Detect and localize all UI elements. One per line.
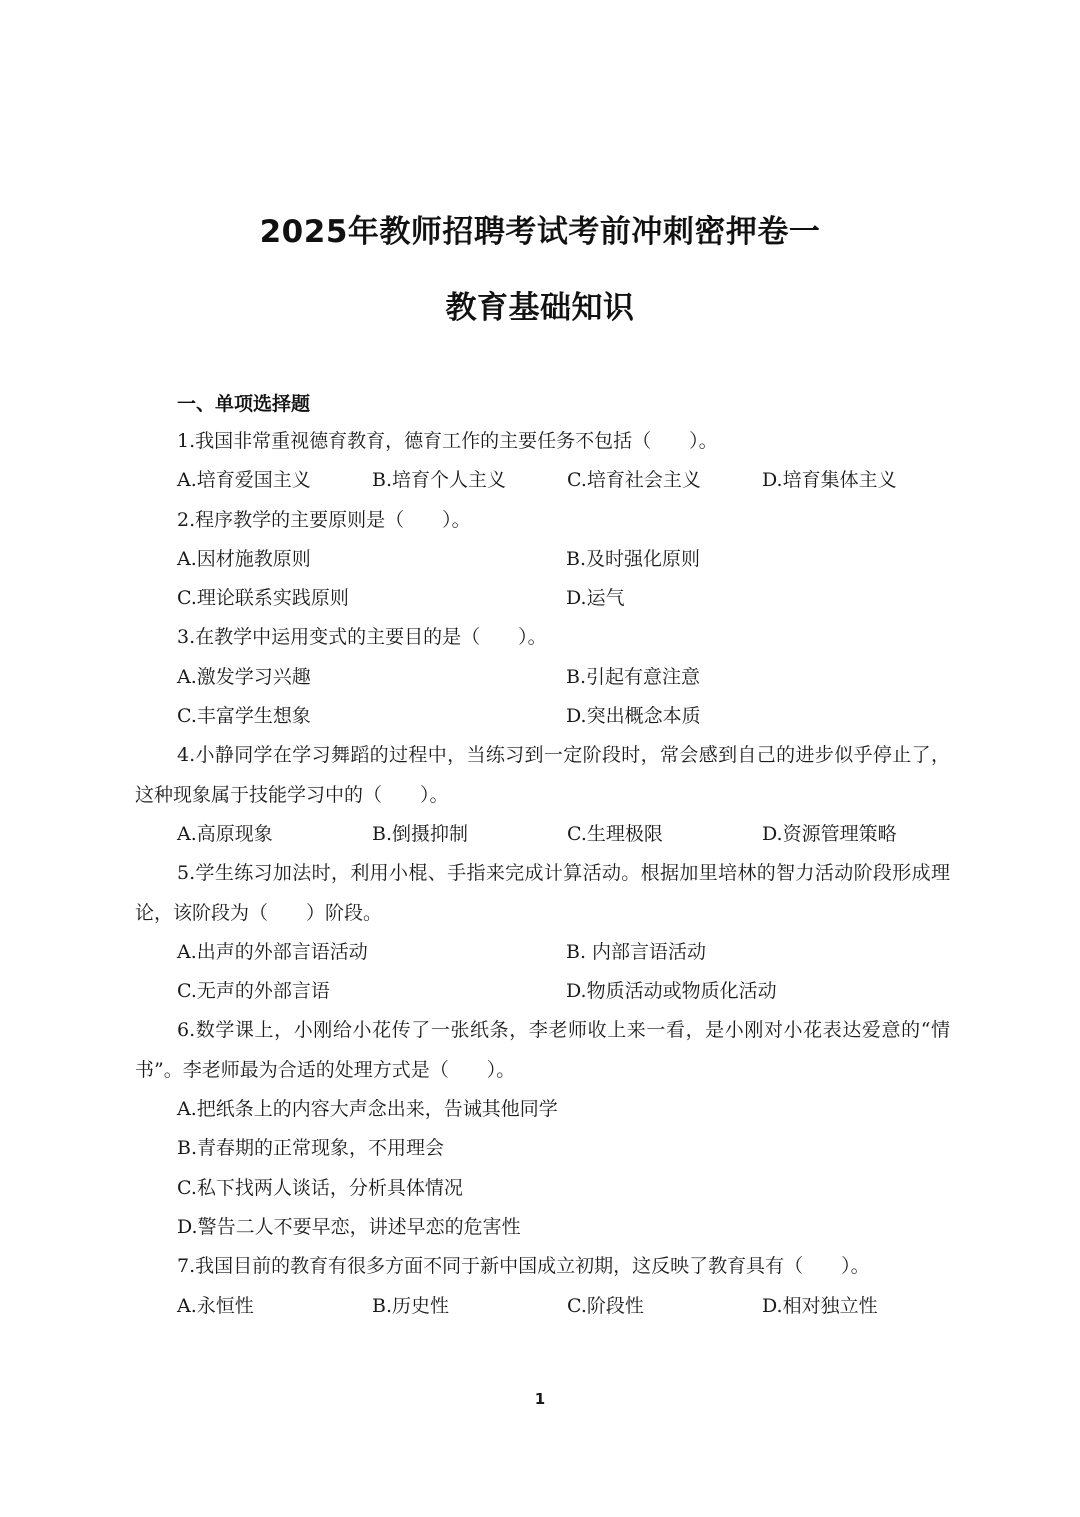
option-b: B.历史性 [372, 1294, 450, 1317]
question-stem: 1.我国非常重视德育教育，德育工作的主要任务不包括（ ）。 [177, 430, 718, 452]
option-b: B.及时强化原则 [566, 547, 701, 570]
option-b: B.青春期的正常现象，不用理会 [177, 1137, 445, 1160]
option-c: C.私下找两人谈话，分析具体情况 [177, 1176, 463, 1199]
question-stem: 4.小静同学在学习舞蹈的过程中，当练习到一定阶段时，常会感到自己的进步似乎停止了，这种现象属于技能学习中的（ ）。 [135, 744, 950, 806]
question-stem: 7.我国目前的教育有很多方面不同于新中国成立初期，这反映了教育具有（ ）。 [177, 1255, 870, 1278]
option-d: D.资源管理策略 [762, 822, 897, 845]
option-d: D.培育集体主义 [762, 469, 897, 492]
section-heading: 一、单项选择题 [177, 393, 311, 415]
question-5 [135, 854, 950, 1011]
option-c: C.生理极限 [567, 822, 663, 845]
option-b: B.倒摄抑制 [372, 822, 469, 845]
option-c: C.无声的外部言语 [177, 980, 330, 1003]
option-c: C.丰富学生想象 [177, 705, 311, 728]
option-c: C.理论联系实践原则 [177, 587, 349, 610]
question-7 [135, 1247, 950, 1326]
question-stem: 3.在教学中运用变式的主要目的是（ ）。 [177, 626, 547, 649]
question-stem: 5.学生练习加法时，利用小棍、手指来完成计算活动。根据加里培林的智力活动阶段形成理论，该阶段为（ ）阶段。 [135, 862, 950, 924]
question-2 [135, 501, 950, 619]
question-3 [135, 618, 950, 736]
option-group [177, 540, 950, 619]
question-list [135, 422, 950, 1326]
option-group [177, 815, 950, 854]
option-a: A.因材施教原则 [177, 547, 311, 570]
document-title: 2025年教师招聘考试考前冲刺密押卷一 [259, 214, 821, 250]
option-group [177, 1090, 950, 1247]
option-c: C.阶段性 [567, 1294, 644, 1317]
question-stem: 2.程序教学的主要原则是（ ）。 [177, 508, 471, 531]
option-d: D.相对独立性 [762, 1294, 878, 1317]
option-group [177, 1287, 950, 1326]
option-group [177, 461, 950, 500]
option-b: B.培育个人主义 [372, 469, 507, 492]
document-subtitle: 教育基础知识 [445, 290, 635, 326]
page-number: 1 [534, 1390, 546, 1408]
option-group [177, 933, 950, 1012]
question-stem: 6.数学课上，小刚给小花传了一张纸条，李老师收上来一看，是小刚对小花表达爱意的“情书”。李老师最为合适的处理方式是（ ）。 [135, 1019, 950, 1081]
option-d: D.突出概念本质 [566, 705, 701, 728]
option-c: C.培育社会主义 [567, 469, 701, 492]
option-d: D.运气 [566, 587, 625, 610]
option-a: A.把纸条上的内容大声念出来，告诫其他同学 [177, 1098, 558, 1121]
question-1 [135, 422, 950, 501]
question-4 [135, 736, 950, 854]
option-a: A.高原现象 [177, 822, 273, 845]
option-a: A.永恒性 [177, 1294, 254, 1317]
option-d: D.物质活动或物质化活动 [566, 980, 777, 1003]
option-a: A.出声的外部言语活动 [177, 940, 368, 963]
option-b: B. 内部言语活动 [566, 940, 707, 963]
option-group [177, 658, 950, 737]
option-a: A.激发学习兴趣 [177, 665, 311, 688]
option-b: B.引起有意注意 [566, 665, 701, 688]
question-6 [135, 1011, 950, 1247]
option-a: A.培育爱国主义 [177, 469, 311, 492]
option-d: D.警告二人不要早恋，讲述早恋的危害性 [177, 1215, 521, 1238]
